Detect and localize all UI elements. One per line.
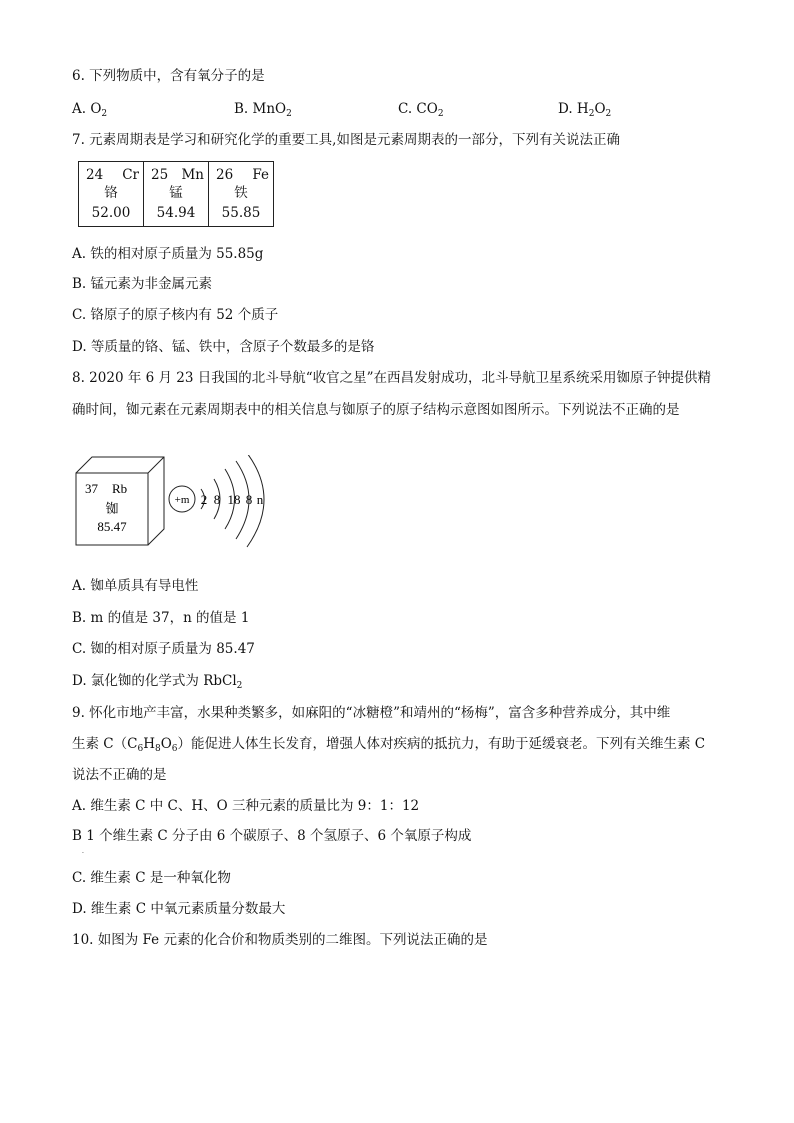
q8-option-d: D. 氯化铷的化学式为 RbCl$_2$ bbox=[72, 673, 243, 691]
q10-stem: 10. 如图为 Fe 元素的化合价和物质类别的二维图。下列说法正确的是 bbox=[72, 932, 488, 948]
q6-option-c: C. $CO_2$ bbox=[398, 101, 444, 119]
cube-mass: 85.47 bbox=[97, 519, 127, 534]
q7-option-c: C. 铬原子的原子核内有 52 个质子 bbox=[72, 307, 279, 323]
shell-1-count: 2 bbox=[200, 492, 208, 507]
stray-dot: . bbox=[82, 848, 84, 855]
shell-5-count: n bbox=[256, 492, 264, 507]
q9-option-d: D. 维生素 C 中氧元素质量分数最大 bbox=[72, 901, 286, 917]
nucleus-label: +m bbox=[174, 494, 190, 506]
q6-option-d: D. $H_2O_2$ bbox=[558, 101, 612, 119]
q9-option-b: B 1 个维生素 C 分子由 6 个碳原子、8 个氢原子、6 个氧原子构成 bbox=[72, 828, 472, 844]
shell-3-count: 18 bbox=[227, 492, 241, 507]
q9-stem-line3: 说法不正确的是 bbox=[72, 767, 167, 783]
q9-stem-line2: 生素 $C(C_6H_8O_6)$能促进人体生长发育，增强人体对疾病的抵抗力，有助于延缓衰老。下列有关维生素 C bbox=[72, 736, 706, 754]
q9-stem-line1: 9. 怀化市地产丰富，水果种类繁多，如麻阳的“冰糖橙”和靖州的“杨梅”，富含多种营养成分，其中维 bbox=[72, 705, 671, 721]
q9-option-c: C. 维生素 C 是一种氧化物 bbox=[72, 870, 231, 886]
q7-stem: 7. 元素周期表是学习和研究化学的重要工具,如图是元素周期表的一部分，下列有关说法正确 bbox=[72, 132, 620, 148]
element-cell-cr: 24 Cr 铬 52.00 bbox=[79, 162, 144, 227]
shell-2-count: 8 bbox=[213, 492, 221, 507]
q8-option-c: C. 铷的相对原子质量为 85.47 bbox=[72, 641, 255, 657]
cube-name: 铷 bbox=[105, 502, 119, 517]
element-cell-fe: 26 Fe 铁 55.85 bbox=[209, 162, 274, 227]
q6-option-a: A. $O_2$ bbox=[72, 101, 108, 119]
q7-option-a: A. 铁的相对原子质量为 55.85g bbox=[72, 246, 264, 262]
q8-option-b: B. m 的值是 37，n 的值是 1 bbox=[72, 610, 250, 626]
q7-option-d: D. 等质量的铬、锰、铁中，含原子个数最多的是铬 bbox=[72, 339, 375, 355]
cube-number: 37 bbox=[85, 481, 98, 496]
rubidium-diagram bbox=[74, 455, 274, 567]
element-cell-mn: 25 Mn 锰 54.94 bbox=[144, 162, 209, 227]
q6-option-b: B. MnO$_2$ bbox=[234, 101, 292, 119]
q8-stem-line1: 8. 2020 年 6 月 23 日我国的北斗导航“收官之星”在西昌发射成功，北斗导航卫星系统采用铷原子钟提供精 bbox=[72, 370, 712, 386]
periodic-table-fragment bbox=[78, 161, 274, 227]
q7-option-b: B. 锰元素为非金属元素 bbox=[72, 276, 213, 292]
q8-option-a: A. 铷单质具有导电性 bbox=[72, 578, 199, 594]
cube-symbol: Rb bbox=[112, 481, 128, 496]
shell-4-count: 8 bbox=[245, 492, 253, 507]
q6-stem: 6. 下列物质中，含有氧分子的是 bbox=[72, 68, 265, 84]
q8-stem-line2: 确时间，铷元素在元素周期表中的相关信息与铷原子的原子结构示意图如图所示。下列说法不正确的是 bbox=[72, 402, 680, 418]
q9-option-a: A. 维生素 C 中 C、H、O 三种元素的质量比为 9：1：12 bbox=[72, 798, 420, 814]
